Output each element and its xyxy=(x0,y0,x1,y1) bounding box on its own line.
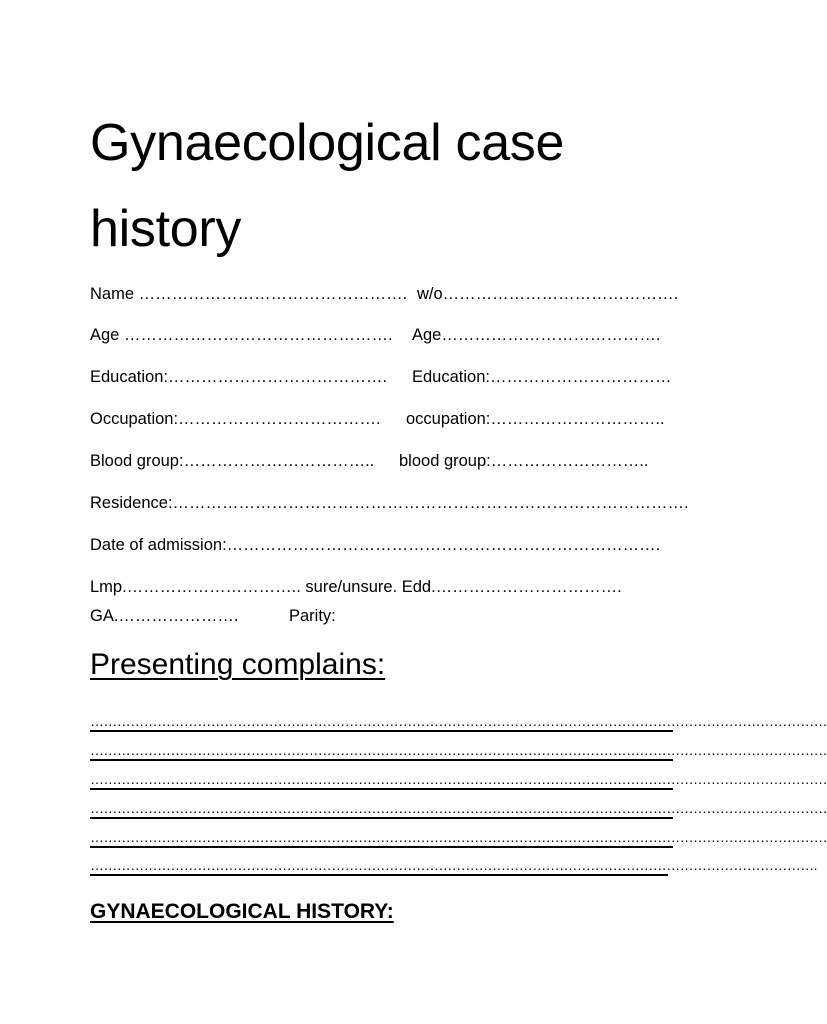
complaint-line: ………………………………………………………………………………………………………………………………………………… xyxy=(90,716,673,732)
blood-group-field: Blood group:…………………………….. xyxy=(90,452,375,470)
wo-field: w/o……………………………………. xyxy=(417,285,679,303)
gynaecological-history-heading: GYNAECOLOGICAL HISTORY: xyxy=(90,900,394,923)
complaint-line: ………………………………………………………………………………………………………………………………………………… xyxy=(90,774,673,790)
name-field: Name …………………………………………. xyxy=(90,285,408,303)
residence-field: Residence:…………………………………………………………………………………. xyxy=(90,494,689,512)
presenting-complains-heading: Presenting complains: xyxy=(90,648,386,681)
husband-occupation-field: occupation:………………………….. xyxy=(406,410,665,428)
husband-education-field: Education:…………………………… xyxy=(412,368,672,386)
lmp-field: Lmp.………………………….. sure/unsure. Edd.……………………………. xyxy=(90,578,622,596)
education-field: Education:…………………………………. xyxy=(90,368,388,386)
husband-age-field: Age…………………………………. xyxy=(412,326,661,344)
title-line-2: history xyxy=(90,200,242,258)
page-title xyxy=(90,100,690,272)
complaint-line: ………………………………………………………………………………………………………………………………………………… xyxy=(90,832,673,848)
date-of-admission-field: Date of admission:……………………………………………………………………. xyxy=(90,536,661,554)
complaint-line: ………………………………………………………………………………………………………………………………………………… xyxy=(90,745,673,761)
ga-field: GA.…………………. xyxy=(90,607,239,625)
complaint-line: ………………………………………………………………………………………………………………………………………………… xyxy=(90,803,673,819)
age-field: Age …………………………………………. xyxy=(90,326,393,344)
husband-blood-group-field: blood group:……………………….. xyxy=(399,452,649,470)
occupation-field: Occupation:………………………………. xyxy=(90,410,381,428)
parity-field: Parity: xyxy=(289,607,336,625)
title-line-1: Gynaecological case xyxy=(90,114,565,172)
complaint-line: ………………………………………………………………………………………………………………………………………………. xyxy=(90,860,668,876)
